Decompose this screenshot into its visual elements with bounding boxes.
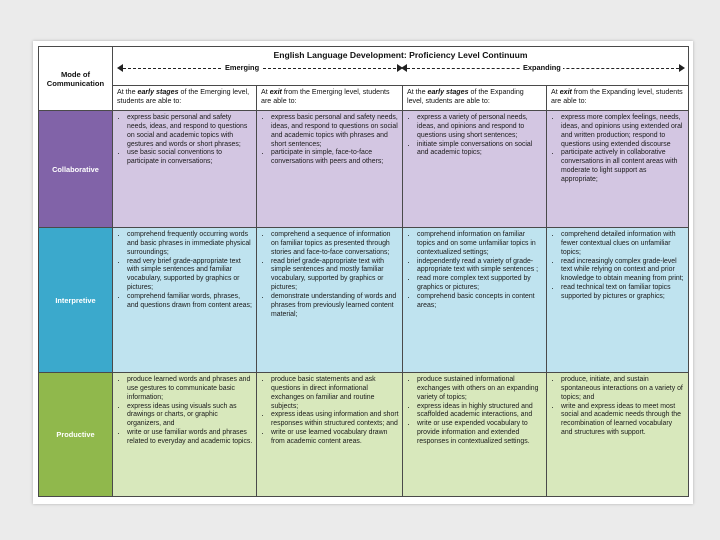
expanding-label: Expanding <box>523 63 561 72</box>
table-cell <box>547 111 689 228</box>
mode-of-communication-header <box>39 47 113 111</box>
table-title: English Language Development: Proficiency Level Continuum <box>273 50 528 60</box>
list-item: • write or use learned vocabulary drawn from academic content areas. <box>271 429 399 447</box>
table-cell <box>403 111 547 228</box>
table-row <box>39 373 689 497</box>
table-row <box>39 228 689 373</box>
row-header-collaborative: Collaborative <box>39 111 113 228</box>
list-item: • read technical text on familiar topics supported by pictures or graphics; <box>561 284 685 302</box>
table-cell <box>547 228 689 373</box>
list-item: • read increasingly complex grade-level text while relying on context and prior knowledge to obtain meaning from print; <box>561 258 685 285</box>
list-item: • comprehend information on familiar topics and on some unfamiliar topics in contextualized settings; <box>417 231 543 258</box>
column-header-emerging-exit: At exit from the Emerging level, students are able to: <box>257 86 403 111</box>
proficiency-arrow <box>117 62 680 76</box>
list-item: • comprehend a sequence of information on familiar topics as presented through stories and face-to-face conversations; <box>271 231 399 258</box>
list-item: • comprehend frequently occurring words and basic phrases in immediate physical surroundings; <box>127 231 253 258</box>
column-header-expanding-early: At the early stages of the Expanding level, students are able to: <box>403 86 547 111</box>
column-header-expanding-exit: At exit from the Expanding level, students are able to: <box>547 86 689 111</box>
list-item: • produce basic statements and ask questions in direct informational exchanges on familiar and routine subjects; <box>271 376 399 411</box>
list-item: • read more complex text supported by graphics or pictures; <box>417 275 543 293</box>
table-cell <box>113 111 257 228</box>
table-cell <box>257 111 403 228</box>
list-item: • express basic personal and safety needs, ideas, and respond to questions on social and academic topics with gestures and words or short phrases; <box>127 114 253 149</box>
table-cell <box>257 373 403 497</box>
emerging-label: Emerging <box>225 63 260 72</box>
list-item: • write or use expended vocabulary to provide information and extended responses in contextualized settings. <box>417 420 543 447</box>
table-row <box>39 111 689 228</box>
list-item: • write and express ideas to meet most social and academic needs through the recombination of learned vocabulary and structures with support. <box>561 403 685 438</box>
list-item: • participate in simple, face-to-face conversations with peers and others; <box>271 149 399 167</box>
column-header-emerging-early: At the early stages of the Emerging level, students are able to: <box>113 86 257 111</box>
table-cell <box>257 228 403 373</box>
list-item: • express more complex feelings, needs, ideas, and opinions using extended oral and written production; respond to questions using extended discourse <box>561 114 685 149</box>
table-cell <box>547 373 689 497</box>
list-item: • comprehend basic concepts in content areas; <box>417 293 543 311</box>
list-item: • express ideas using information and short responses within structured contexts; and <box>271 411 399 429</box>
list-item: • express basic personal and safety needs, ideas, and respond to questions on social and academic topics with phrases and short sentences; <box>271 114 399 149</box>
document-page <box>33 41 693 504</box>
arrow-right-head-icon <box>679 64 685 72</box>
list-item: • participate actively in collaborative conversations in all content areas with moderate to light support as appropriate; <box>561 149 685 184</box>
list-item: • demonstrate understanding of words and phrases from previously learned content material; <box>271 293 399 320</box>
list-item: • produce sustained informational exchanges with others on an expanding variety of topics; <box>417 376 543 403</box>
list-item: • independently read a variety of grade-appropriate text with simple sentences ; <box>417 258 543 276</box>
list-item: • comprehend familiar words, phrases, and questions drawn from content areas; <box>127 293 253 311</box>
row-header-productive: Productive <box>39 373 113 497</box>
list-item: • express ideas using visuals such as drawings or charts, or graphic organizers, and <box>127 403 253 430</box>
list-item: • produce learned words and phrases and use gestures to communicate basic information; <box>127 376 253 403</box>
table-cell <box>113 373 257 497</box>
list-item: • comprehend detailed information with fewer contextual clues on unfamiliar topics; <box>561 231 685 258</box>
list-item: • express a variety of personal needs, ideas, and opinions and respond to questions using short sentences; <box>417 114 543 141</box>
list-item: • read brief grade-appropriate text with simple sentences and mostly familiar vocabulary, supported by graphics or pictures; <box>271 258 399 293</box>
proficiency-continuum-table <box>38 46 689 497</box>
list-item: • produce, initiate, and sustain spontaneous interactions on a variety of topics; and <box>561 376 685 403</box>
list-item: • express ideas in highly structured and scaffolded academic interactions, and <box>417 403 543 421</box>
row-header-interpretive: Interpretive <box>39 228 113 373</box>
list-item: • initiate simple conversations on social and academic topics; <box>417 141 543 159</box>
table-cell <box>403 373 547 497</box>
list-item: • read very brief grade-appropriate text with simple sentences and familiar vocabulary, supported by graphics or pictures; <box>127 258 253 293</box>
table-cell <box>403 228 547 373</box>
list-item: • write or use familiar words and phrases related to everyday and academic topics. <box>127 429 253 447</box>
list-item: • use basic social conventions to participate in conversations; <box>127 149 253 167</box>
title-cell <box>113 47 689 86</box>
table-cell <box>113 228 257 373</box>
mode-label: Mode of Communication <box>46 69 105 88</box>
